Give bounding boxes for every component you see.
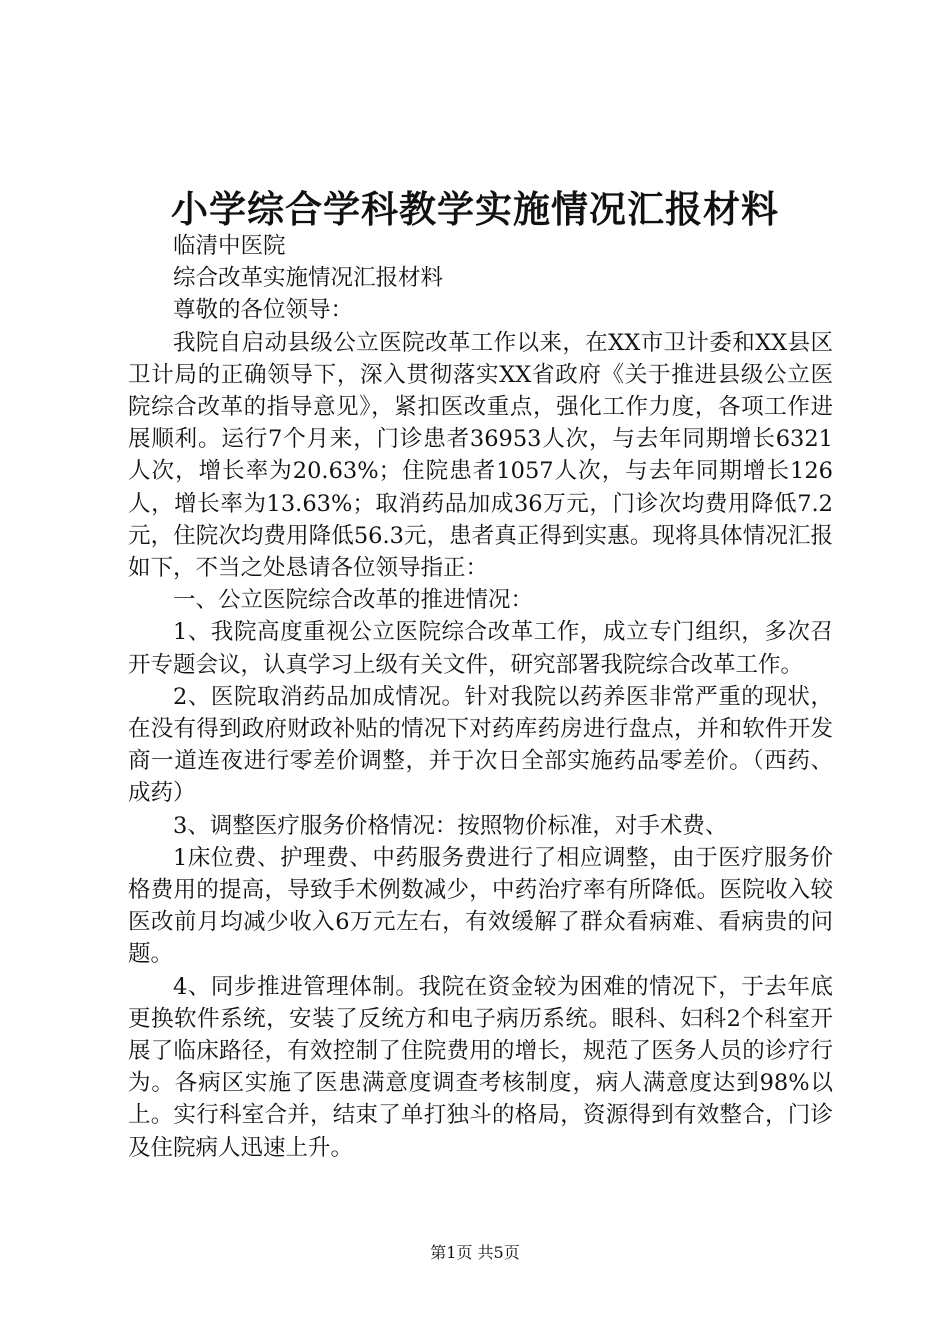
paragraph-item-1: 1、我院高度重视公立医院综合改革工作，成立专门组织，多次召开专题会议，认真学习上级有关文件，研究部署我院综合改革工作。 bbox=[128, 619, 833, 678]
paragraph-item-2: 2、医院取消药品加成情况。针对我院以药养医非常严重的现状，在没有得到政府财政补贴的情况下对药库药房进行盘点，并和软件开发商一道连夜进行零差价调整，并于次日全部实施药品零差价。（西药、成药） bbox=[128, 683, 833, 807]
document-title: 小学综合学科教学实施情况汇报材料 bbox=[171, 187, 779, 231]
page-footer: 第1页 共5页 bbox=[430, 1243, 520, 1262]
paragraph-item-4: 4、同步推进管理体制。我院在资金较为困难的情况下，于去年底更换软件系统，安装了反统方和电子病历系统。眼科、妇科2个科室开展了临床路径，有效控制了住院费用的增长，规范了医务人员的诊疗行为。各病区实施了医患满意度调查考核制度，病人满意度达到98%以上。实行科室合并，结束了单打独斗的格局，资源得到有效整合，门诊及住院病人迅速上升。 bbox=[128, 973, 833, 1161]
paragraph-introduction: 我院自启动县级公立医院改革工作以来，在XX市卫计委和XX县区卫计局的正确领导下，深入贯彻落实XX省政府《关于推进县级公立医院综合改革的指导意见》，紧扣医改重点，强化工作力度，各项工作进展顺利。运行7个月来，门诊患者36953人次，与去年同期增长6321人次，增长率为20.63%；住院患者1057人次，与去年同期增长126人，增长率为13.63%；取消药品加成36万元，门诊次均费用降低7.2元，住院次均费用降低56.3元，患者真正得到实惠。现将具体情况汇报如下，不当之处恳请各位领导指正： bbox=[128, 329, 833, 582]
paragraph-item-3-continued: 1床位费、护理费、中药服务费进行了相应调整，由于医疗服务价格费用的提高，导致手术例数减少，中药治疗率有所降低。医院收入较医改前月均减少收入6万元左右，有效缓解了群众看病难、看病贵的问题。 bbox=[128, 844, 833, 968]
paragraph-item-3: 3、调整医疗服务价格情况：按照物价标准，对手术费、 bbox=[173, 812, 728, 839]
paragraph-report-subtitle: 综合改革实施情况汇报材料 bbox=[173, 265, 444, 292]
paragraph-salutation: 尊敬的各位领导： bbox=[173, 297, 354, 324]
document-body bbox=[128, 230, 833, 1164]
paragraph-hospital-name: 临清中医院 bbox=[173, 233, 286, 259]
section-heading-1: 一、公立医院综合改革的推进情况： bbox=[173, 587, 534, 614]
